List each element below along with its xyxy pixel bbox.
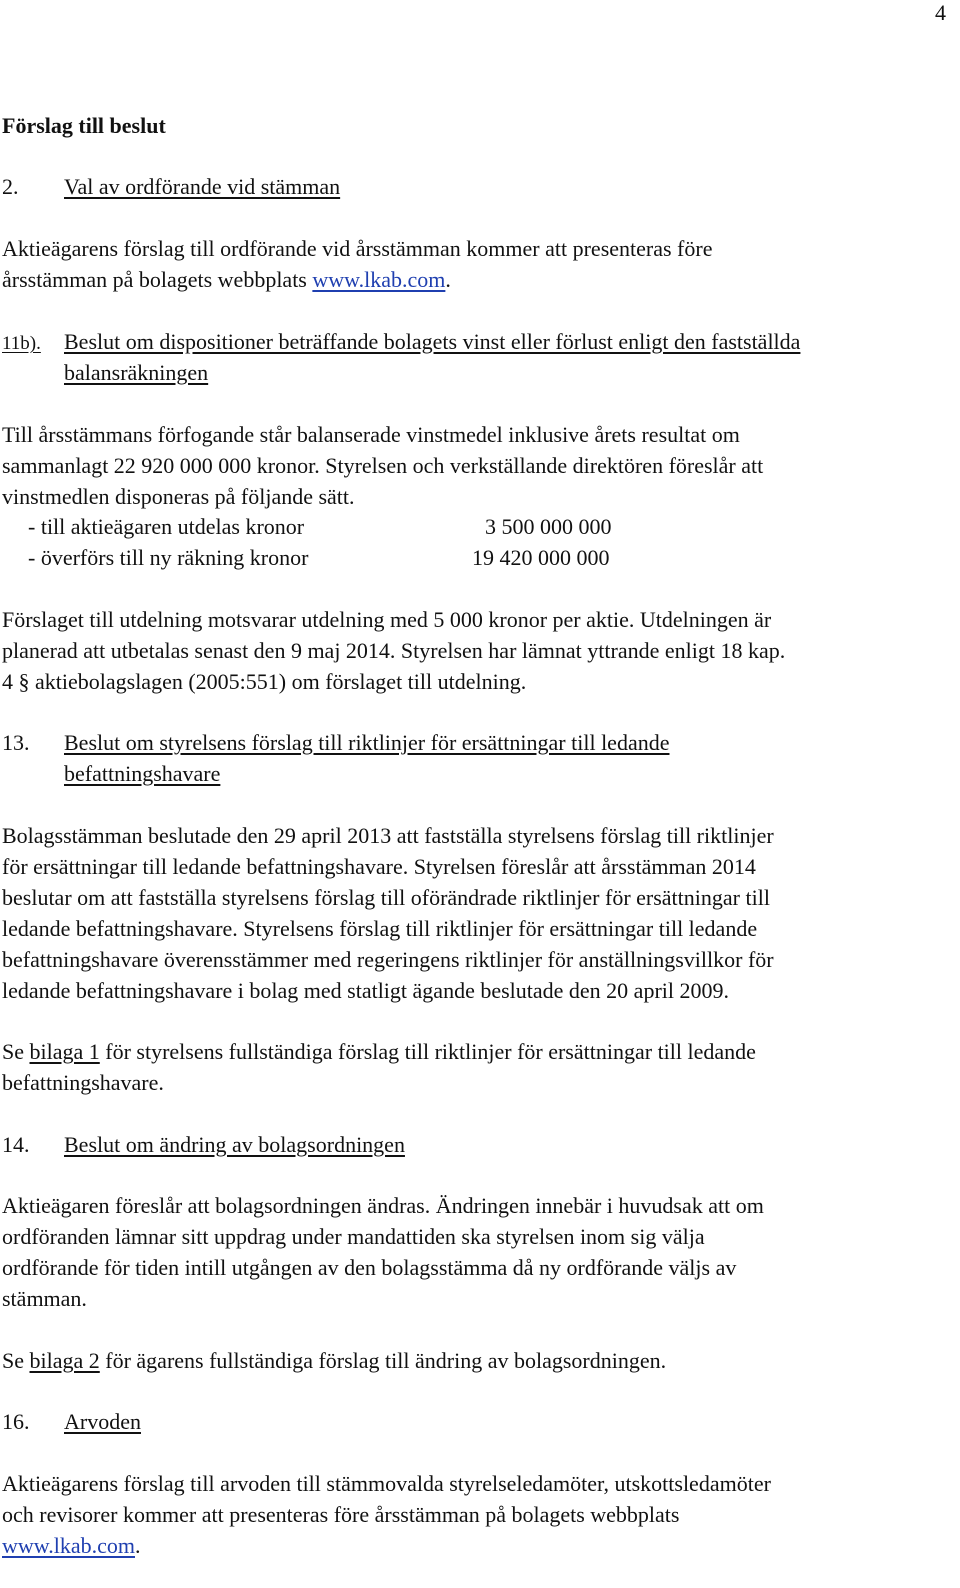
- section-14-text-line: ordföranden lämnar sitt uppdrag under mandattiden ska styrelsen inom sig välja: [2, 1224, 705, 1249]
- section-13-text-line: beslutar om att fastställa styrelsens förslag till oförändrade riktlinjer för ersättningar till: [2, 885, 770, 910]
- page-number: 4: [935, 0, 946, 25]
- section-13-title-cont: befattningshavare: [64, 761, 221, 786]
- section-14-heading: [2, 1130, 405, 1160]
- section-14-text-line: Aktieägaren föreslår att bolagsordningen ändras. Ändringen innebär i huvudsak att om: [2, 1193, 764, 1218]
- section-2-heading: [2, 172, 340, 202]
- section-11b-text-line: vinstmedlen disponeras på följande sätt.: [2, 484, 355, 509]
- carryforward-row-amount: 19 420 000 000: [472, 545, 610, 570]
- section-11b-text-line: Förslaget till utdelning motsvarar utdelning med 5 000 kronor per aktie. Utdelningen är: [2, 607, 772, 632]
- section-13-text-line: Se bilaga 1 för styrelsens fullständiga förslag till riktlinjer för ersättningar till ledande: [2, 1039, 756, 1064]
- section-16-text-line: Aktieägarens förslag till arvoden till stämmovalda styrelseledamöter, utskottsledamöter: [2, 1471, 771, 1496]
- section-14-number: 14.: [2, 1132, 30, 1157]
- section-11b-text-line: sammanlagt 22 920 000 000 kronor. Styrelsen och verkställande direktören föreslår att: [2, 453, 764, 478]
- section-11b-text-line: 4 § aktiebolagslagen (2005:551) om förslaget till utdelning.: [2, 669, 527, 694]
- page-heading: Förslag till beslut: [2, 113, 166, 138]
- section-16-heading: [2, 1407, 141, 1437]
- section-16-number: 16.: [2, 1409, 30, 1434]
- bilaga-1-link[interactable]: bilaga 1: [29, 1039, 100, 1064]
- section-16-text-line: och revisorer kommer att presenteras före årsstämman på bolagets webbplats: [2, 1502, 680, 1527]
- carryforward-row-label: - överförs till ny räkning kronor: [28, 545, 309, 570]
- section-14-text-line: ordförande för tiden intill utgången av den bolagsstämma då ny ordförande väljs av: [2, 1255, 737, 1280]
- section-13-title: Beslut om styrelsens förslag till riktlinjer för ersättningar till ledande: [64, 730, 670, 755]
- section-13-text-line: ledande befattningshavare. Styrelsens förslag till riktlinjer för ersättningar till ledande: [2, 916, 758, 941]
- section-13-text-line: för ersättningar till ledande befattningshavare. Styrelsen föreslår att årsstämman 2014: [2, 854, 756, 879]
- section-14-text-line: stämman.: [2, 1286, 87, 1311]
- section-13-number: 13.: [2, 730, 30, 755]
- section-2-text-line: årsstämman på bolagets webbplats www.lkab.com.: [2, 267, 451, 292]
- dividend-row-amount: 3 500 000 000: [485, 514, 612, 539]
- dividend-row-label: - till aktieägaren utdelas kronor: [28, 514, 305, 539]
- section-13-text-line: befattningshavare överensstämmer med regeringens riktlinjer för anställningsvillkor för: [2, 947, 774, 972]
- section-14-title: Beslut om ändring av bolagsordningen: [64, 1132, 405, 1157]
- section-11b-title-cont: balansräkningen: [64, 360, 209, 385]
- section-11b-heading: [2, 327, 800, 357]
- section-11b-number: 11b).: [2, 333, 41, 354]
- section-13-heading: [2, 728, 669, 758]
- section-16-text-line: www.lkab.com.: [2, 1533, 141, 1558]
- section-13-text-line: befattningshavare.: [2, 1070, 164, 1095]
- section-13-text-line: Bolagsstämman beslutade den 29 april 2013 att fastställa styrelsens förslag till riktlinjer: [2, 823, 774, 848]
- section-2-number: 2.: [2, 174, 19, 199]
- bilaga-2-link[interactable]: bilaga 2: [29, 1348, 100, 1373]
- lkab-website-link[interactable]: www.lkab.com: [312, 267, 446, 292]
- section-2-text-line: Aktieägarens förslag till ordförande vid årsstämman kommer att presenteras före: [2, 236, 713, 261]
- section-11b-text-line: Till årsstämmans förfogande står balanserade vinstmedel inklusive årets resultat om: [2, 422, 740, 447]
- section-11b-title: Beslut om dispositioner beträffande bolagets vinst eller förlust enligt den fastställda: [64, 329, 801, 354]
- section-13-text-line: ledande befattningshavare i bolag med statligt ägande beslutade den 20 april 2009.: [2, 978, 729, 1003]
- section-2-title: Val av ordförande vid stämman: [64, 174, 341, 199]
- lkab-website-link[interactable]: www.lkab.com: [2, 1533, 135, 1558]
- section-11b-text-line: planerad att utbetalas senast den 9 maj 2014. Styrelsen har lämnat yttrande enligt 18 kap.: [2, 638, 786, 663]
- section-14-text-line: Se bilaga 2 för ägarens fullständiga förslag till ändring av bolagsordningen.: [2, 1348, 667, 1373]
- section-16-title: Arvoden: [64, 1409, 141, 1434]
